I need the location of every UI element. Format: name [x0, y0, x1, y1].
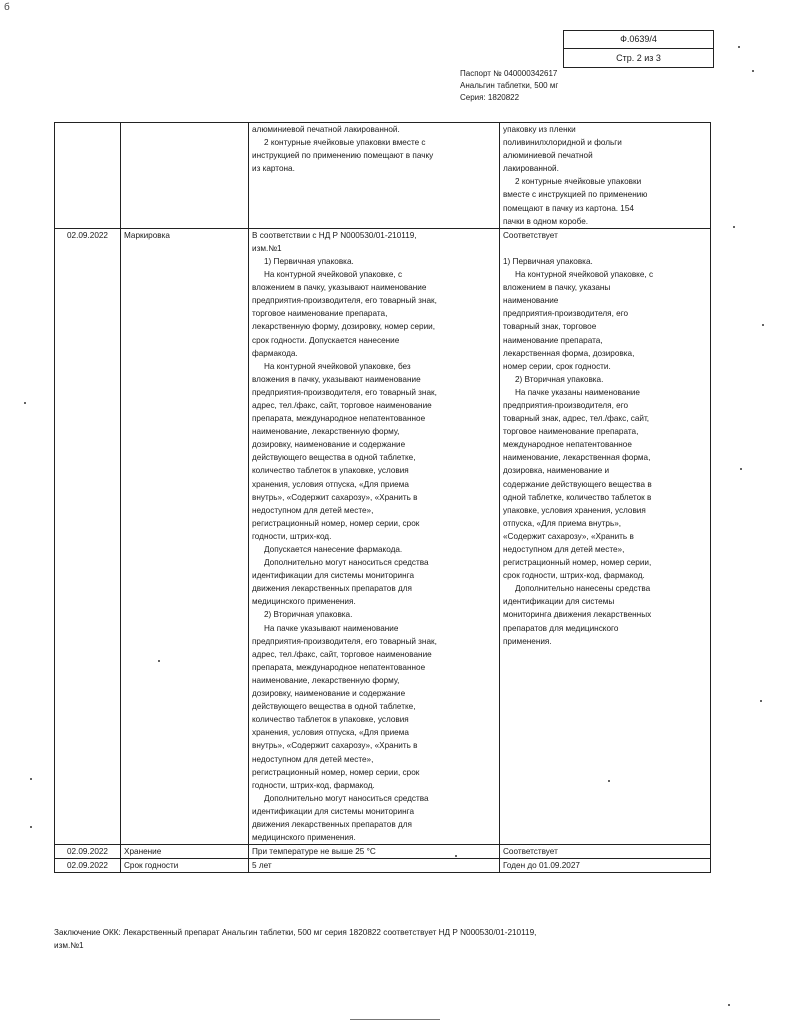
spec-line: инструкцией по применению помещают в пачку	[252, 151, 434, 161]
scan-speck	[733, 226, 735, 228]
spec-line: идентификации для системы мониторинга	[252, 571, 415, 581]
result-line: предприятия-производителя, его	[503, 400, 629, 410]
result-line: препаратов для медицинского	[503, 623, 619, 633]
spec-line: адрес, тел./факс, сайт, торговое наименование	[252, 649, 432, 659]
scan-speck	[30, 778, 32, 780]
spec-line: В соответствии с НД Р N000530/01-210119,	[252, 230, 417, 240]
spec-line: торговое наименование препарата,	[252, 309, 388, 319]
passport-product: Анальгин таблетки, 500 мг	[460, 81, 559, 90]
result-line: предприятия-производителя, его	[503, 309, 629, 319]
result-line: лакированной.	[503, 164, 559, 174]
spec-line: движения лекарственных препаратов для	[252, 819, 412, 829]
table-row	[55, 228, 711, 844]
date-cell: 02.09.2022	[55, 859, 121, 873]
spec-line: 1) Первичная упаковка.	[264, 256, 354, 266]
date-cell: 02.09.2022	[55, 228, 121, 844]
date-cell	[55, 123, 121, 229]
test-name-cell: Маркировка	[121, 228, 249, 844]
test-name-cell	[121, 123, 249, 229]
result-line: применения.	[503, 636, 552, 646]
corner-mark: б	[4, 2, 10, 13]
result-line: недоступном для детей месте»,	[503, 545, 625, 554]
spec-line: внутрь», «Содержит сахарозу», «Хранить в	[252, 492, 418, 502]
spec-line: Допускается нанесение фармакода.	[264, 545, 403, 554]
spec-line: вложения в пачку, указывают наименование	[252, 374, 421, 384]
result-line: регистрационный номер, номер серии,	[503, 558, 652, 568]
result-line: лекарственная форма, дозировка,	[503, 348, 635, 358]
spec-line: дозировку, наименование и содержание	[252, 440, 406, 450]
spec-line: хранения, условия отпуска, «Для приема	[252, 479, 409, 489]
scan-speck	[762, 324, 764, 326]
result-line: алюминиевой печатной	[503, 151, 593, 161]
result-line: вложением в пачку, указаны	[503, 283, 611, 293]
result-line: 2) Вторичная упаковка.	[515, 374, 604, 384]
test-name-cell: Хранение	[121, 845, 249, 859]
result-line: дозировка, наименование и	[503, 466, 610, 476]
result-line: «Содержит сахарозу», «Хранить в	[503, 531, 634, 541]
spec-cell	[249, 123, 500, 229]
result-line: товарный знак, адрес, тел./факс, сайт,	[503, 414, 650, 424]
result-line: вместе с инструкцией по применению	[503, 190, 648, 200]
result-line: номер серии, срок годности.	[503, 361, 611, 371]
spec-line: На пачке указывают наименование	[264, 623, 399, 633]
spec-line: медицинского применения.	[252, 833, 356, 843]
result-line: пачки в одном коробе.	[503, 216, 589, 226]
spec-line: внутрь», «Содержит сахарозу», «Хранить в	[252, 741, 418, 751]
result-line	[503, 242, 707, 255]
spec-line: лекарственную форму, дозировку, номер серии,	[252, 322, 436, 332]
spec-line: недоступном для детей месте»,	[252, 505, 374, 515]
scan-edge-line	[350, 1019, 440, 1020]
result-cell	[500, 123, 711, 229]
date-cell: 02.09.2022	[55, 845, 121, 859]
scan-speck	[158, 660, 160, 662]
result-line: торговое наименование препарата,	[503, 427, 639, 437]
spec-line: предприятия-производителя, его товарный знак,	[252, 387, 437, 397]
conclusion-line: изм.№1	[54, 941, 84, 950]
result-line: товарный знак, торговое	[503, 322, 597, 332]
spec-line: адрес, тел./факс, сайт, торговое наименование	[252, 400, 432, 410]
spec-line: действующего вещества в одной таблетке,	[252, 453, 416, 463]
result-line: наименование, лекарственная форма,	[503, 453, 651, 463]
result-line: 2 контурные ячейковые упаковки	[515, 177, 642, 187]
spec-cell: При температуре не выше 25 °C	[249, 845, 500, 859]
spec-line: предприятия-производителя, его товарный знак,	[252, 636, 437, 646]
spec-line: количество таблеток в упаковке, условия	[252, 715, 409, 725]
table-row	[55, 845, 711, 859]
scan-speck	[740, 468, 742, 470]
result-line: Соответствует	[503, 230, 558, 240]
spec-line: вложением в пачку, указывают наименование	[252, 283, 427, 293]
spec-line: препарата, международное непатентованное	[252, 662, 426, 672]
result-line: наименование препарата,	[503, 335, 603, 345]
spec-line: наименование, лекарственную форму,	[252, 427, 400, 437]
spec-line: изм.№1	[252, 243, 282, 253]
result-line: На пачке указаны наименование	[515, 387, 640, 397]
result-line: срок годности, штрих-код, фармакод.	[503, 571, 645, 581]
scan-speck	[455, 855, 457, 857]
result-line: отпуска, «Для приема внутрь»,	[503, 518, 622, 528]
spec-line: медицинского применения.	[252, 597, 356, 607]
result-line: 1) Первичная упаковка.	[503, 256, 593, 266]
spec-line: Дополнительно могут наноситься средства	[264, 558, 429, 568]
result-line: упаковке, условия хранения, условия	[503, 505, 646, 515]
spec-line: хранения, условия отпуска, «Для приема	[252, 728, 409, 738]
result-line: помещают в пачку из картона. 154	[503, 203, 634, 213]
page-number: Стр. 2 из 3	[616, 53, 661, 63]
table-row	[55, 123, 711, 229]
spec-line: годности, штрих-код.	[252, 531, 332, 541]
spec-line: идентификации для системы мониторинга	[252, 806, 415, 816]
scan-speck	[760, 700, 762, 702]
result-line: одной таблетке, количество таблеток в	[503, 492, 652, 502]
spec-line: На контурной ячейковой упаковке, без	[264, 361, 411, 371]
spec-line: препарата, международное непатентованное	[252, 414, 426, 424]
result-line: поливинилхлоридной и фольги	[503, 138, 622, 148]
result-line: наименование	[503, 296, 559, 306]
spec-line: фармакода.	[252, 348, 298, 358]
result-line: содержание действующего вещества в	[503, 479, 652, 489]
table-row	[55, 859, 711, 873]
spec-line: движения лекарственных препаратов для	[252, 584, 412, 594]
passport-number: Паспорт № 040000342617	[460, 69, 558, 78]
spec-line: действующего вещества в одной таблетке,	[252, 702, 416, 712]
spec-line: недоступном для детей месте»,	[252, 754, 374, 764]
result-cell: Годен до 01.09.2027	[500, 859, 711, 873]
conclusion	[54, 926, 714, 952]
quality-control-table	[54, 122, 711, 873]
spec-cell: 5 лет	[249, 859, 500, 873]
form-code: Ф.0639/4	[564, 31, 713, 49]
scan-speck	[728, 1004, 730, 1006]
spec-line: Дополнительно могут наноситься средства	[264, 793, 429, 803]
spec-line: На контурной ячейковой упаковке, с	[264, 270, 403, 280]
scan-speck	[30, 826, 32, 828]
spec-cell	[249, 228, 500, 844]
spec-line: количество таблеток в упаковке, условия	[252, 466, 409, 476]
result-cell	[500, 228, 711, 844]
spec-line: дозировку, наименование и содержание	[252, 689, 406, 699]
scan-speck	[738, 46, 740, 48]
spec-line: 2 контурные ячейковые упаковки вместе с	[264, 138, 426, 148]
spec-line: из картона.	[252, 164, 295, 174]
spec-line: предприятия-производителя, его товарный знак,	[252, 296, 437, 306]
spec-line: 2) Вторичная упаковка.	[264, 610, 353, 620]
form-code-box	[563, 30, 714, 68]
spec-line: регистрационный номер, номер серии, срок	[252, 518, 420, 528]
spec-line: алюминиевой печатной лакированной.	[252, 125, 400, 134]
test-name-cell: Срок годности	[121, 859, 249, 873]
spec-line: годности, штрих-код, фармакод.	[252, 780, 375, 790]
scan-speck	[752, 70, 754, 72]
scan-speck	[608, 780, 610, 782]
result-line: На контурной ячейковой упаковке, с	[515, 270, 654, 280]
result-cell: Соответствует	[500, 845, 711, 859]
result-line: упаковку из пленки	[503, 125, 576, 134]
conclusion-line: Заключение ОКК: Лекарственный препарат Анальгин таблетки, 500 мг серия 1820822 соответствует НД Р N000530/01-210119,	[54, 928, 537, 937]
spec-line: регистрационный номер, номер серии, срок	[252, 767, 420, 777]
result-line: идентификации для системы	[503, 597, 615, 607]
scan-speck	[24, 402, 26, 404]
passport-series: Серия: 1820822	[460, 93, 520, 102]
spec-line: наименование, лекарственную форму,	[252, 675, 400, 685]
result-line: Дополнительно нанесены средства	[515, 584, 651, 594]
result-line: мониторинга движения лекарственных	[503, 610, 652, 620]
spec-line: срок годности. Допускается нанесение	[252, 335, 400, 345]
result-line: международное непатентованное	[503, 440, 632, 450]
passport-header	[460, 68, 558, 104]
